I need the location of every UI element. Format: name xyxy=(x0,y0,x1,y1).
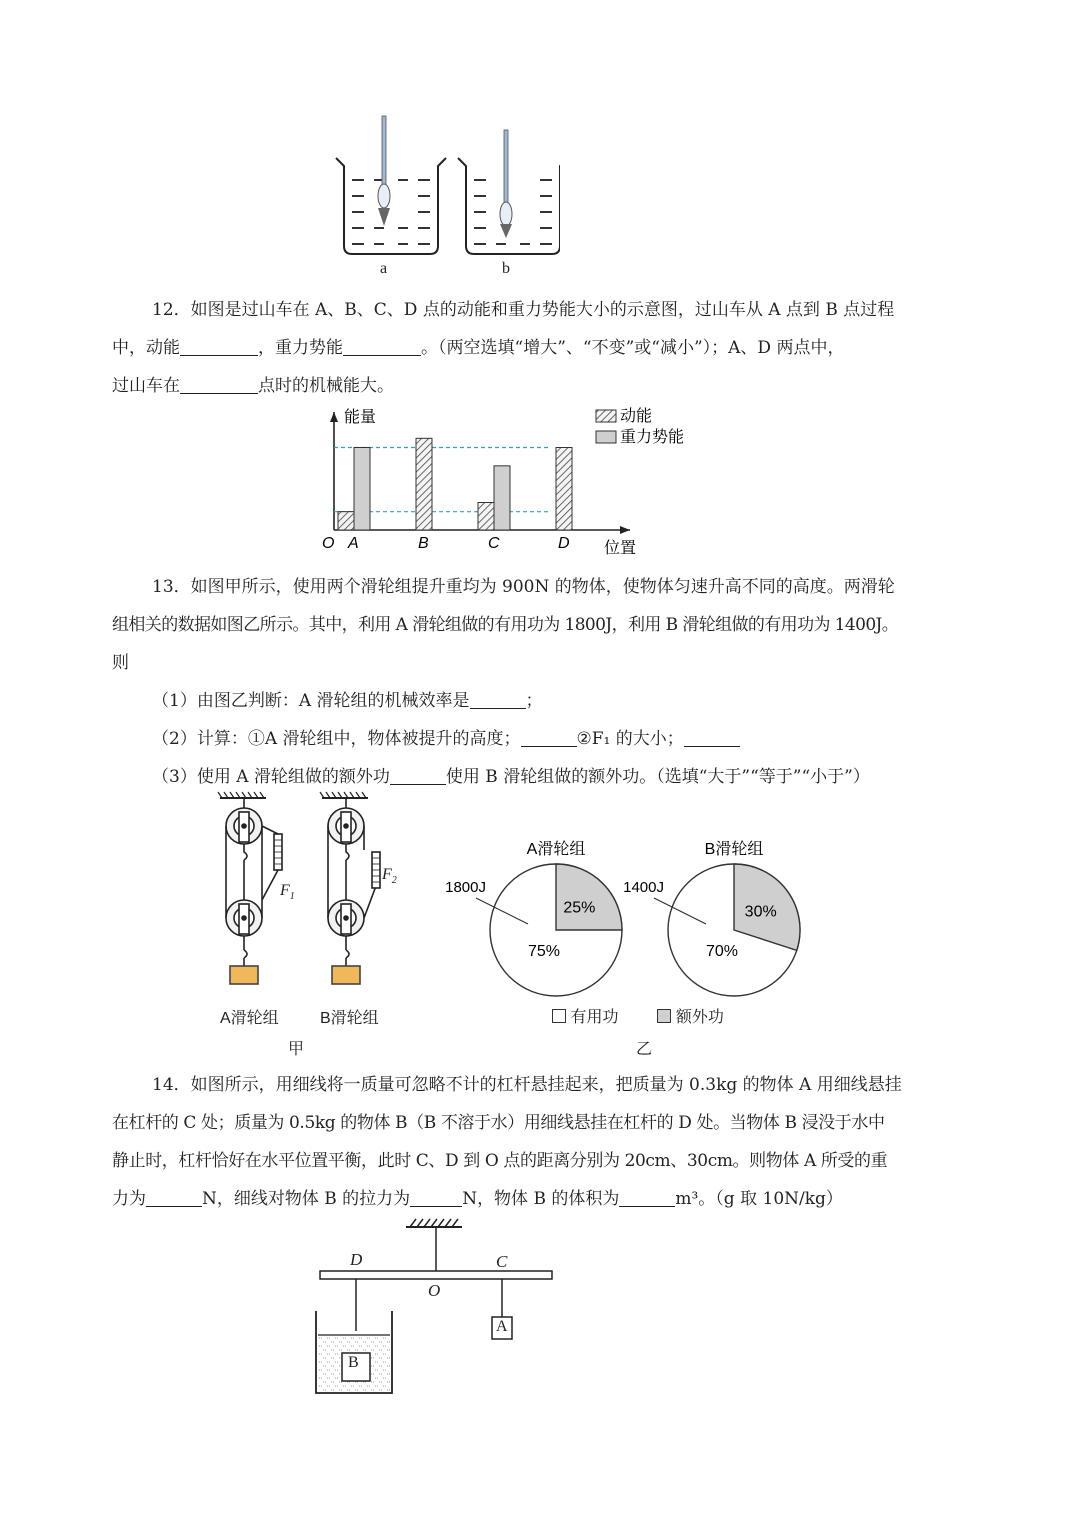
pulley-b xyxy=(320,792,380,984)
bar-potential-C xyxy=(494,466,510,530)
q12-blank-1[interactable] xyxy=(180,335,258,356)
q12-line3-b: 点时的机械能大。 xyxy=(258,376,394,396)
q12-blank-3[interactable] xyxy=(180,373,258,394)
q13-blank-3[interactable] xyxy=(684,726,740,747)
f2-letter: F xyxy=(382,866,392,883)
y-axis-label: 能量 xyxy=(344,409,377,426)
x-tick-C: C xyxy=(488,535,500,552)
bar-potential-A xyxy=(354,448,370,531)
beaker-b-label: b xyxy=(502,260,510,277)
pulley-systems-figure xyxy=(212,790,412,1010)
q14-line2: 在杠杆的 C 处；质量为 0.5kg 的物体 B（B 不溶于水）用细线悬挂在杠杆的 D 处。当物体 B 浸没于水中 xyxy=(112,1113,885,1133)
q13-blank-4[interactable] xyxy=(390,764,446,785)
q13-sub1-b: ； xyxy=(525,691,543,711)
beaker-b xyxy=(458,130,560,254)
lever-label-O: O xyxy=(428,1281,441,1300)
hydrometer-figure xyxy=(330,110,560,285)
q14-blank-3[interactable] xyxy=(619,1186,675,1207)
bar-kinetic-A xyxy=(338,512,354,530)
pie-1-title: B滑轮组 xyxy=(704,841,764,858)
pulley-a-label: A滑轮组 xyxy=(220,1010,279,1027)
q13-blank-1[interactable] xyxy=(470,688,526,709)
q12-line2-a: 中，动能 xyxy=(112,338,180,358)
q13-sub2-b: ②F₁ 的大小； xyxy=(576,729,684,749)
bar-kinetic-D xyxy=(556,448,572,531)
q14-blank-1[interactable] xyxy=(146,1186,202,1207)
legend-kinetic-label: 动能 xyxy=(620,408,653,425)
q14-line4-a: 力为 xyxy=(112,1189,146,1209)
q13-sub1-a: （1）由图乙判断：A 滑轮组的机械效率是 xyxy=(152,691,470,711)
q14-line1: 14．如图所示，用细线将一质量可忽略不计的杠杆悬挂起来，把质量为 0.3kg 的物体 A 用细线悬挂 xyxy=(152,1075,902,1095)
q13-line1: 13．如图甲所示，使用两个滑轮组提升重均为 900N 的物体，使物体匀速升高不同的高度。两滑轮 xyxy=(152,577,895,597)
y-axis-arrow xyxy=(330,412,338,422)
pie-0-extra-label: 25% xyxy=(563,899,596,917)
pie-1-extra-label: 30% xyxy=(744,903,777,921)
ceiling-mount xyxy=(406,1219,462,1271)
pie-0-useful-label: 75% xyxy=(527,943,561,960)
q12-blank-2[interactable] xyxy=(343,335,421,356)
q14-blank-2[interactable] xyxy=(410,1186,462,1207)
q13-sub3-b: 使用 B 滑轮组做的额外功。（选填“大于”“等于”“小于”） xyxy=(445,767,870,787)
legend-extra-swatch xyxy=(657,1009,671,1023)
pie-0-annotation: 1800J xyxy=(445,879,486,896)
q13-sub3-a: （3）使用 A 滑轮组做的额外功 xyxy=(152,767,390,787)
legend-useful-swatch xyxy=(552,1009,566,1023)
lever-bar xyxy=(320,1271,552,1279)
block-B-label: B xyxy=(348,1354,359,1371)
x-tick-B: B xyxy=(418,535,429,552)
beaker-a-label: a xyxy=(380,260,388,277)
q13-text xyxy=(112,568,972,796)
q13-blank-2[interactable] xyxy=(521,726,577,747)
q14-line4-c: N，物体 B 的体积为 xyxy=(462,1189,620,1209)
q12-line1: 12．如图是过山车在 A、B、C、D 点的动能和重力势能大小的示意图，过山车从 A 点到 B 点过程 xyxy=(152,300,895,320)
q14-text xyxy=(112,1066,972,1218)
beaker-a xyxy=(336,116,446,254)
bar-kinetic-B xyxy=(416,438,432,530)
pulley-b-label: B滑轮组 xyxy=(320,1010,379,1027)
pie-1-useful-label: 70% xyxy=(705,943,739,960)
f2-sub: 2 xyxy=(391,875,397,887)
x-tick-D: D xyxy=(558,535,570,552)
lever-figure xyxy=(310,1215,570,1405)
legend-useful-label: 有用功 xyxy=(570,1009,619,1026)
pie-1-annotation: 1400J xyxy=(623,879,664,896)
q14-line4-b: N，细线对物体 B 的拉力为 xyxy=(202,1189,411,1209)
pulley-a xyxy=(218,792,282,984)
lever-label-C: C xyxy=(496,1252,508,1271)
q14-line4-d: m³。（g 取 10N/kg） xyxy=(675,1189,843,1209)
origin-label: O xyxy=(322,535,335,552)
q12-energy-chart xyxy=(318,400,718,560)
q14-line3: 静止时，杠杆恰好在水平位置平衡，此时 C、D 到 O 点的距离分别为 20cm、30cm。则物体 A 所受的重 xyxy=(112,1151,888,1171)
fig-jia-label: 甲 xyxy=(288,1041,305,1058)
f2-label xyxy=(382,866,397,886)
q12-text xyxy=(112,291,972,405)
fig-yi-label: 乙 xyxy=(636,1041,653,1058)
legend-row xyxy=(552,1004,724,1027)
f1-label xyxy=(280,882,295,902)
lever-label-D: D xyxy=(350,1250,363,1269)
bar-kinetic-C xyxy=(478,503,494,531)
q13-pie-charts xyxy=(440,826,820,1006)
x-axis-arrow xyxy=(620,526,630,534)
x-tick-A: A xyxy=(348,535,359,552)
f1-letter: F xyxy=(280,882,290,899)
q12-line2-b: ，重力势能 xyxy=(258,338,343,358)
pie-0-extra-slice xyxy=(556,864,622,930)
q13-sub2-a: （2）计算：①A 滑轮组中，物体被提升的高度； xyxy=(152,729,521,749)
block-A-label: A xyxy=(496,1318,508,1335)
q12-line3-a: 过山车在 xyxy=(112,376,180,396)
x-axis-label: 位置 xyxy=(604,540,637,557)
f1-sub: 1 xyxy=(289,891,295,903)
legend-kinetic-swatch xyxy=(596,410,616,422)
legend-potential-label: 重力势能 xyxy=(620,429,685,446)
q13-line2: 组相关的数据如图乙所示。其中，利用 A 滑轮组做的有用功为 1800J，利用 B 滑轮组做的有用功为 1400J。 xyxy=(112,615,899,635)
pie-0-title: A滑轮组 xyxy=(526,841,586,858)
legend-extra-label: 额外功 xyxy=(675,1009,724,1026)
legend-potential-swatch xyxy=(596,431,616,443)
q12-line2-c: 。（两空选填“增大”、“不变”或“减小”）；A、D 两点中， xyxy=(421,338,845,358)
q13-line3: 则 xyxy=(112,653,129,673)
